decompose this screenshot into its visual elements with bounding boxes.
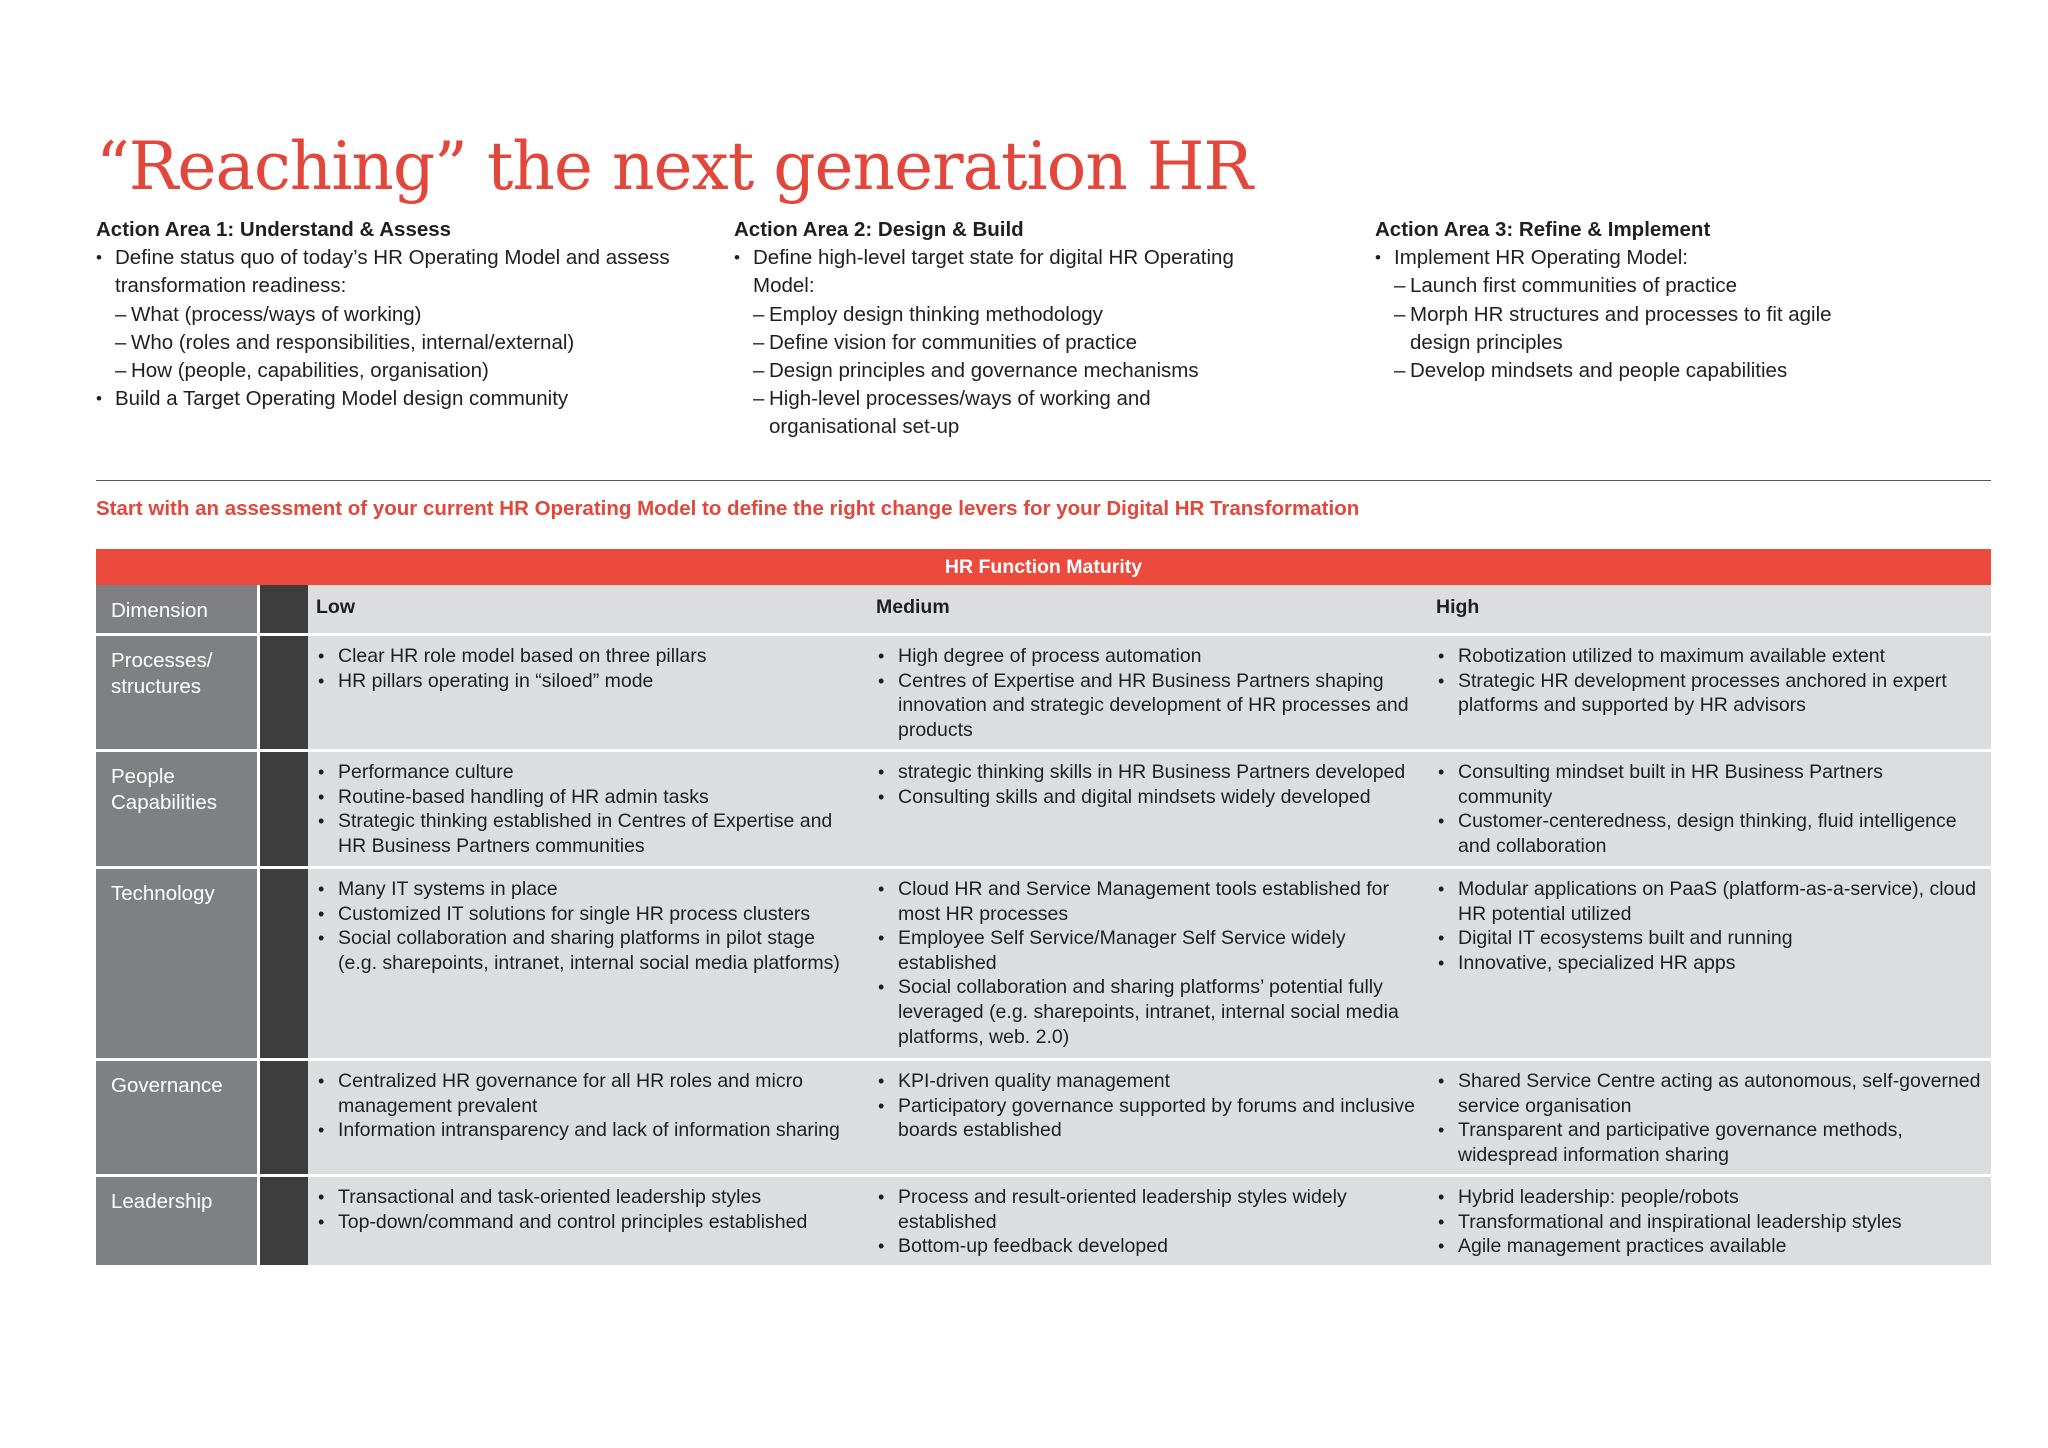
level-bar xyxy=(260,1177,308,1265)
list-item: • strategic thinking skills in HR Business Partners developed xyxy=(876,760,1418,785)
list-item: • Employee Self Service/Manager Self Service widely established xyxy=(876,926,1418,975)
list-item: • Strategic HR development processes anchored in expert platforms and supported by HR advisors xyxy=(1436,669,1981,718)
action-area-2 xyxy=(734,216,1234,442)
list-item: • Bottom-up feedback developed xyxy=(876,1234,1418,1259)
list-item: • Centres of Expertise and HR Business Partners shaping innovation and strategic development of HR processes and products xyxy=(876,669,1418,743)
cell-low xyxy=(308,1177,868,1265)
list-item: • Centralized HR governance for all HR roles and micro management prevalent xyxy=(316,1069,858,1118)
cell-low xyxy=(308,636,868,749)
list-item: • Cloud HR and Service Management tools established for most HR processes xyxy=(876,877,1418,926)
cell-low xyxy=(308,752,868,866)
level-low-header: Low xyxy=(316,596,355,618)
action-item: • Define status quo of today’s HR Operating Model and assess transformation readiness: – What (process/ways of working) – Who (roles and responsibilities, internal/external) – How (people, capabilities, organisation) xyxy=(96,244,696,385)
action-item: • Implement HR Operating Model: – Launch first communities of practice – Morph HR structures and processes to fit agile design principles – Develop mindsets and people capabilities xyxy=(1375,244,1895,385)
cell-high xyxy=(1428,1061,1991,1174)
dimension-label: Governance xyxy=(96,1061,257,1174)
list-item: • Customer-centeredness, design thinking, fluid intelligence and collaboration xyxy=(1436,809,1981,858)
cell-medium xyxy=(868,1177,1428,1265)
table-header-row xyxy=(96,585,1991,633)
table-row xyxy=(96,869,1991,1058)
list-item: • Participatory governance supported by forums and inclusive boards established xyxy=(876,1094,1418,1143)
list-item: • Consulting skills and digital mindsets widely developed xyxy=(876,785,1418,810)
list-item: • Innovative, specialized HR apps xyxy=(1436,951,1981,976)
list-item: • Social collaboration and sharing platforms’ potential fully leveraged (e.g. sharepoints, intranet, internal social media platforms, web. 2.0) xyxy=(876,975,1418,1049)
level-high-header: High xyxy=(1436,596,1480,618)
level-bar xyxy=(260,1061,308,1174)
list-item: • Many IT systems in place xyxy=(316,877,858,902)
dimension-label: Technology xyxy=(96,869,257,1058)
list-item: • Strategic thinking established in Centres of Expertise and HR Business Partners communities xyxy=(316,809,858,858)
dimension-label: Processes/ structures xyxy=(96,636,257,749)
cell-low xyxy=(308,869,868,1058)
dimension-header: Dimension xyxy=(96,585,257,633)
list-item: • KPI-driven quality management xyxy=(876,1069,1418,1094)
maturity-table xyxy=(96,585,1991,1265)
cell-high xyxy=(1428,752,1991,866)
action-area-heading: Action Area 3: Refine & Implement xyxy=(1375,218,1711,241)
cell-medium xyxy=(868,636,1428,749)
action-subitem: – How (people, capabilities, organisation) xyxy=(115,357,696,385)
level-bar xyxy=(260,636,308,749)
action-item: • Define high-level target state for digital HR Operating Model: – Employ design thinking methodology – Define vision for communities of practice – Design principles and governance mechanisms – High-level processes/ways of working and organisational set-up xyxy=(734,244,1234,441)
list-item: • Digital IT ecosystems built and running xyxy=(1436,926,1981,951)
list-item: • HR pillars operating in “siloed” mode xyxy=(316,669,858,694)
action-subitem: – Define vision for communities of practice xyxy=(753,329,1234,357)
list-item: • Robotization utilized to maximum available extent xyxy=(1436,644,1981,669)
list-item: • Clear HR role model based on three pillars xyxy=(316,644,858,669)
list-item: • Transparent and participative governance methods, widespread information sharing xyxy=(1436,1118,1981,1167)
level-bar xyxy=(260,585,308,633)
cell-high xyxy=(1428,869,1991,1058)
list-item: • Shared Service Centre acting as autonomous, self-governed service organisation xyxy=(1436,1069,1981,1118)
action-area-3 xyxy=(1375,216,1895,385)
list-item: • Modular applications on PaaS (platform-as-a-service), cloud HR potential utilized xyxy=(1436,877,1981,926)
action-subitem: – Employ design thinking methodology xyxy=(753,301,1234,329)
action-item: • Build a Target Operating Model design community xyxy=(96,385,696,413)
cell-low xyxy=(308,1061,868,1174)
level-medium-header: Medium xyxy=(876,596,950,618)
cell-high xyxy=(1428,1177,1991,1265)
list-item: • High degree of process automation xyxy=(876,644,1418,669)
level-bar xyxy=(260,752,308,866)
cell-medium xyxy=(868,752,1428,866)
tagline: Start with an assessment of your current HR Operating Model to define the right change levers for your Digital HR Transformation xyxy=(96,497,1360,520)
action-subitem: – Morph HR structures and processes to fit agile design principles xyxy=(1394,301,1895,357)
dimension-label: People Capabilities xyxy=(96,752,257,866)
list-item: • Process and result-oriented leadership styles widely established xyxy=(876,1185,1418,1234)
divider xyxy=(96,480,1991,481)
action-area-heading: Action Area 1: Understand & Assess xyxy=(96,218,452,241)
table-row xyxy=(96,752,1991,866)
action-subitem: – Launch first communities of practice xyxy=(1394,272,1895,300)
action-area-heading: Action Area 2: Design & Build xyxy=(734,218,1024,241)
cell-high xyxy=(1428,636,1991,749)
action-subitem: – Design principles and governance mechanisms xyxy=(753,357,1234,385)
list-item: • Information intransparency and lack of information sharing xyxy=(316,1118,858,1143)
level-bar xyxy=(260,869,308,1058)
page-title: “Reaching” the next generation HR xyxy=(96,128,1253,206)
list-item: • Routine-based handling of HR admin tasks xyxy=(316,785,858,810)
list-item: • Top-down/command and control principles established xyxy=(316,1210,858,1235)
list-item: • Consulting mindset built in HR Business Partners community xyxy=(1436,760,1981,809)
list-item: • Customized IT solutions for single HR process clusters xyxy=(316,902,858,927)
dimension-label: Leadership xyxy=(96,1177,257,1265)
list-item: • Performance culture xyxy=(316,760,858,785)
action-area-1 xyxy=(96,216,696,413)
list-item: • Agile management practices available xyxy=(1436,1234,1981,1259)
action-subitem: – What (process/ways of working) xyxy=(115,301,696,329)
list-item: • Transactional and task-oriented leadership styles xyxy=(316,1185,858,1210)
list-item: • Social collaboration and sharing platforms in pilot stage (e.g. sharepoints, intranet, internal social media platforms) xyxy=(316,926,858,975)
table-row xyxy=(96,1061,1991,1174)
list-item: • Hybrid leadership: people/robots xyxy=(1436,1185,1981,1210)
table-row xyxy=(96,1177,1991,1265)
list-item: • Transformational and inspirational leadership styles xyxy=(1436,1210,1981,1235)
cell-medium xyxy=(868,1061,1428,1174)
action-subitem: – Develop mindsets and people capabilities xyxy=(1394,357,1895,385)
cell-medium xyxy=(868,869,1428,1058)
table-row xyxy=(96,636,1991,749)
maturity-banner: HR Function Maturity xyxy=(96,549,1991,585)
action-subitem: – High-level processes/ways of working and organisational set-up xyxy=(753,385,1234,441)
action-subitem: – Who (roles and responsibilities, internal/external) xyxy=(115,329,696,357)
